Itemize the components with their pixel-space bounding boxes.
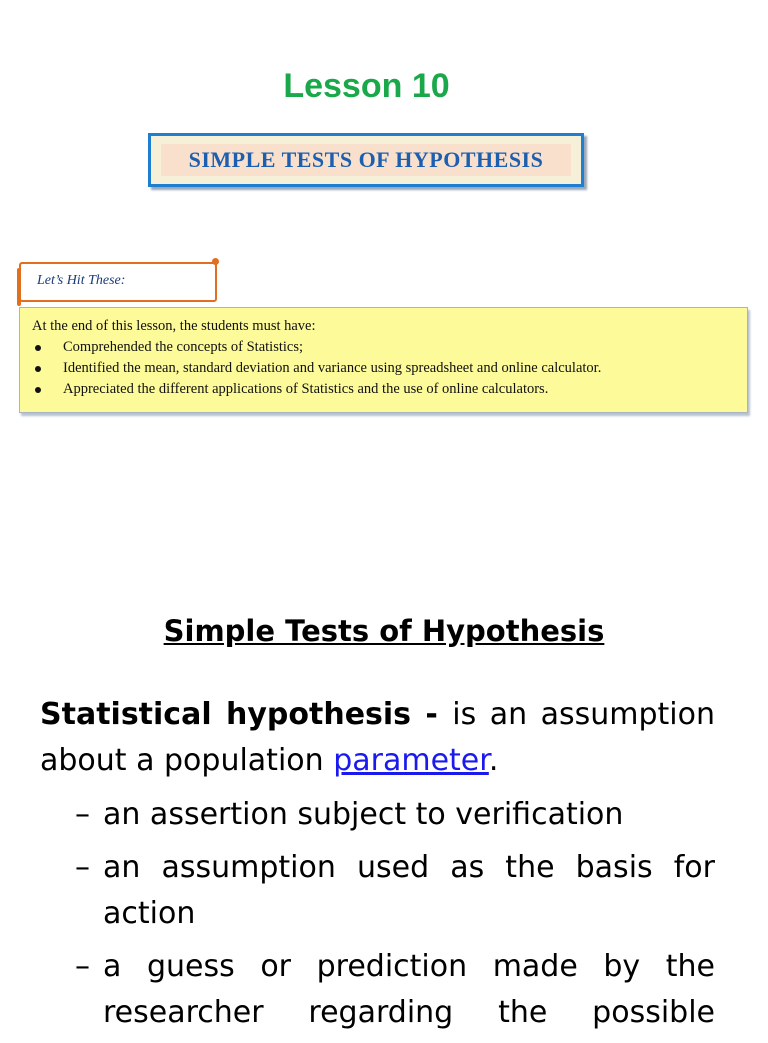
dash-item [75,845,715,937]
objective-text: Appreciated the different applications of Statistics and the use of online calculators. [63,381,549,397]
bullet-icon [35,387,41,393]
dash-item-text: an assertion subject to verification [103,797,624,832]
objective-text: Comprehended the concepts of Statistics; [63,339,304,355]
dash-list [75,792,715,1043]
definition-paragraph [40,692,715,784]
title-banner-text: SIMPLE TESTS OF HYPOTHESIS [188,147,544,172]
objectives-list [32,337,735,400]
lesson-title: Lesson 10 [283,67,450,105]
objective-item [32,337,735,358]
objectives-header-box [19,262,217,302]
definition-term: Statistical hypothesis - [40,697,453,732]
section-heading: Simple Tests of Hypothesis [163,614,605,648]
title-banner [148,133,584,187]
dash-icon: – [75,850,90,885]
dash-item-text: an assumption used as the basis for action [103,850,715,931]
bullet-icon [35,345,41,351]
dash-icon: – [75,797,90,832]
parameter-link[interactable]: parameter [333,743,489,778]
objective-text: Identified the mean, standard deviation and variance using spreadsheet and online calculator. [63,360,602,376]
objective-item [32,379,735,400]
dash-item [75,792,715,838]
objective-item [32,358,735,379]
dash-item [75,944,715,1036]
title-banner-inner [161,144,571,176]
objectives-header-text: Let’s Hit These: [37,273,126,288]
objectives-intro: At the end of this lesson, the students must have: [32,318,316,334]
dash-icon: – [75,949,90,984]
objectives-box [19,307,748,413]
definition-text: is an assumption about a population [40,697,715,778]
bullet-icon [35,366,41,372]
definition-period: . [488,743,499,778]
dash-item-text: a guess or prediction made by the researcher regarding the possible [103,949,715,1030]
